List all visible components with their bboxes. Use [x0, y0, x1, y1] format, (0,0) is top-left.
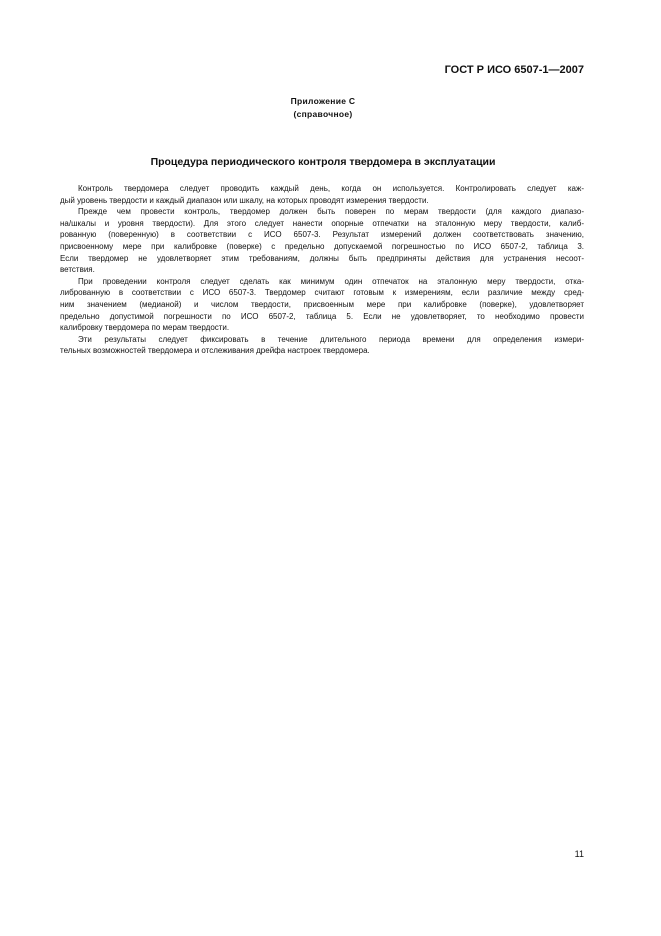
text-line: Если твердомер не удовлетворяет этим требованиям, должны быть предприняты действия для устранения несоот-	[60, 253, 584, 263]
text-line: ветствия.	[60, 265, 95, 275]
text-line: дый уровень твердости и каждый диапазон или шкалу, на которых проводят измерения твердости.	[60, 195, 429, 205]
paragraph	[60, 183, 584, 206]
annex-type: (справочное)	[293, 109, 353, 119]
text-line: Контроль твердомера следует проводить каждый день, когда он используется. Контролировать следует каж-	[78, 184, 584, 193]
paragraph	[60, 206, 584, 276]
text-line: либрованную в соответствии с ИСО 6507-3. Твердомер считают готовым к измерениям, если различие между сред-	[60, 288, 584, 298]
text-line: При проведении контроля следует сделать как минимум один отпечаток на эталонную меру твердости, отка-	[78, 276, 584, 286]
annex-label: Приложение С	[290, 96, 356, 106]
section-title: Процедура периодического контроля твердомера в эксплуатации	[150, 156, 496, 168]
text-line: ним значением (медианой) и числом твердости, присвоенным мере при калибровке (поверке), удовлетворяет	[60, 299, 584, 309]
text-line: калибровку твердомера по мерам твердости.	[60, 323, 230, 333]
page-number: 11	[574, 849, 584, 859]
text-line: присвоенному мере при калибровке (поверке) с предельно допускаемой погрешностью по ИСО 6507-2, таблица 3.	[60, 241, 584, 251]
paragraph	[60, 334, 584, 357]
text-line: на/шкалы и уровня твердости). Для этого следует нанести опорные отпечатки на эталонную меру твердости, калиб-	[60, 218, 584, 228]
text-line: тельных возможностей твердомера и отслеживания дрейфа настроек твердомера.	[60, 346, 370, 356]
text-line: Эти результаты следует фиксировать в течение длительного периода времени для определения измери-	[78, 334, 584, 344]
document-header: ГОСТ Р ИСО 6507-1—2007	[444, 64, 584, 76]
body-text	[60, 183, 584, 357]
text-line: рованную (поверенную) в соответствии с ИСО 6507-3. Результат измерений должен соответствовать значению,	[60, 230, 584, 240]
text-line: Прежде чем провести контроль, твердомер должен быть поверен по мерам твердости (для каждого диапазо-	[78, 207, 584, 217]
text-line: предельно допустимой погрешности по ИСО 6507-2, таблица 5. Если не удовлетворяет, то необходимо провести	[60, 311, 584, 321]
paragraph	[60, 276, 584, 334]
